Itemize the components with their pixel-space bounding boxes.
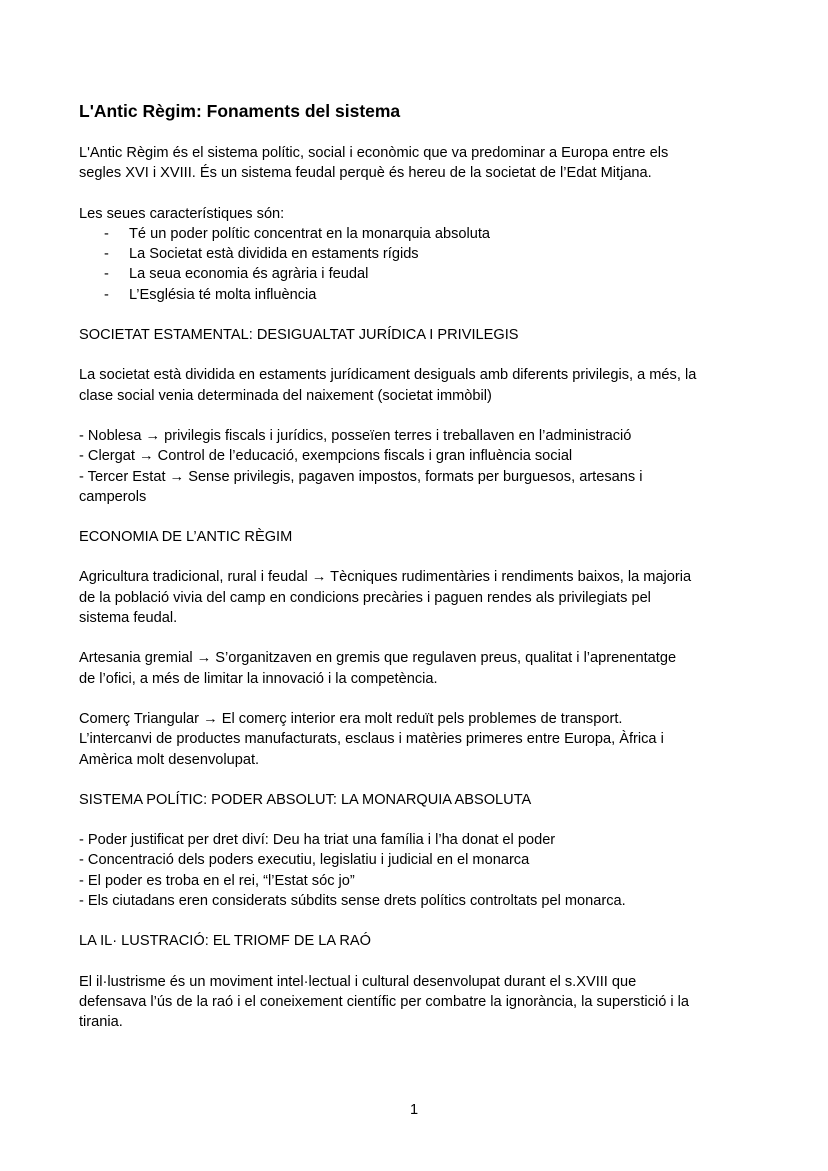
intro-line: segles XVI i XVIII. És un sistema feudal perquè és hereu de la societat de l’Edat Mitjana. — [79, 165, 652, 182]
list-item-text: La Societat està dividida en estaments rígids — [129, 246, 419, 263]
document-title: L'Antic Règim: Fonaments del sistema — [79, 101, 401, 121]
estate-line: - Tercer Estat → Sense privilegis, pagaven impostos, formats per burguesos, artesans i — [79, 468, 643, 485]
section-heading-politics: SISTEMA POLÍTIC: PODER ABSOLUT: LA MONARQUIA ABSOLUTA — [79, 791, 532, 808]
list-item — [79, 285, 739, 305]
paragraph-line: Artesania gremial → S’organitzaven en gremis que regulaven preus, qualitat i l’aprenentatge — [79, 650, 677, 667]
dash-bullet-icon: - — [104, 266, 109, 283]
enlightenment-paragraph — [79, 972, 739, 1033]
trade-paragraph — [79, 709, 739, 770]
dash-bullet-icon: - — [104, 225, 109, 242]
characteristics-intro: Les seues característiques són: — [79, 205, 285, 222]
page-number: 1 — [409, 1102, 419, 1118]
paragraph-line: La societat està dividida en estaments jurídicament desiguals amb diferents privilegis, a més, la — [79, 367, 697, 384]
dash-bullet-icon: - — [104, 286, 109, 303]
paragraph-line: tirania. — [79, 1014, 123, 1031]
politics-line: - Els ciutadans eren considerats súbdits sense drets polítics controltats pel monarca. — [79, 893, 626, 910]
paragraph-line: Agricultura tradicional, rural i feudal → Tècniques rudimentàries i rendiments baixos, la majoria — [79, 569, 692, 586]
document-page — [79, 98, 739, 1033]
list-item — [79, 224, 739, 244]
paragraph-line: sistema feudal. — [79, 610, 178, 627]
section-heading-enlightenment: LA IL· LUSTRACIÓ: EL TRIOMF DE LA RAÓ — [79, 933, 371, 950]
paragraph-line: defensava l’ús de la raó i el coneixement científic per combatre la ignorància, la superstició i la — [79, 993, 690, 1010]
paragraph-line: de la població vivia del camp en condicions precàries i paguen rendes als privilegiats pel — [79, 589, 651, 606]
politics-line: - Poder justificat per dret diví: Deu ha triat una família i l’ha donat el poder — [79, 832, 556, 849]
politics-list — [79, 830, 739, 911]
list-item — [79, 244, 739, 264]
paragraph-line: de l’ofici, a més de limitar la innovació i la competència. — [79, 670, 438, 687]
intro-paragraph — [79, 143, 739, 184]
list-item-text: La seua economia és agrària i feudal — [129, 266, 369, 283]
section-heading-economy: ECONOMIA DE L’ANTIC RÈGIM — [79, 529, 293, 546]
paragraph-line: El il·lustrisme és un moviment intel·lectual i cultural desenvolupat durant el s.XVIII que — [79, 973, 637, 990]
society-paragraph — [79, 365, 739, 406]
estates-list — [79, 426, 739, 507]
dash-bullet-icon: - — [104, 246, 109, 263]
list-item — [79, 264, 739, 284]
agriculture-paragraph — [79, 567, 739, 628]
list-item-text: L’Església té molta influència — [129, 286, 317, 303]
characteristics-list — [79, 224, 739, 305]
paragraph-line: Comerç Triangular → El comerç interior era molt reduït pels problemes de transport. — [79, 710, 623, 727]
estate-line: - Clergat → Control de l’educació, exempcions fiscals i gran influència social — [79, 448, 573, 465]
politics-line: - Concentració dels poders executiu, legislatiu i judicial en el monarca — [79, 852, 530, 869]
intro-line: L'Antic Règim és el sistema polític, social i econòmic que va predominar a Europa entre els — [79, 145, 669, 161]
politics-line: - El poder es troba en el rei, “l’Estat sóc jo” — [79, 872, 355, 889]
estate-line: - Noblesa → privilegis fiscals i jurídics, posseïen terres i treballaven en l’administració — [79, 427, 632, 444]
paragraph-line: Amèrica molt desenvolupat. — [79, 751, 260, 768]
list-item-text: Té un poder polític concentrat en la monarquia absoluta — [129, 225, 491, 242]
estate-line: camperols — [79, 488, 147, 505]
paragraph-line: clase social venia determinada del naixement (societat immòbil) — [79, 387, 492, 404]
section-heading-society: SOCIETAT ESTAMENTAL: DESIGUALTAT JURÍDICA I PRIVILEGIS — [79, 327, 519, 344]
paragraph-line: L’intercanvi de productes manufacturats, esclaus i matèries primeres entre Europa, Àfrica i — [79, 731, 664, 748]
crafts-paragraph — [79, 648, 739, 689]
